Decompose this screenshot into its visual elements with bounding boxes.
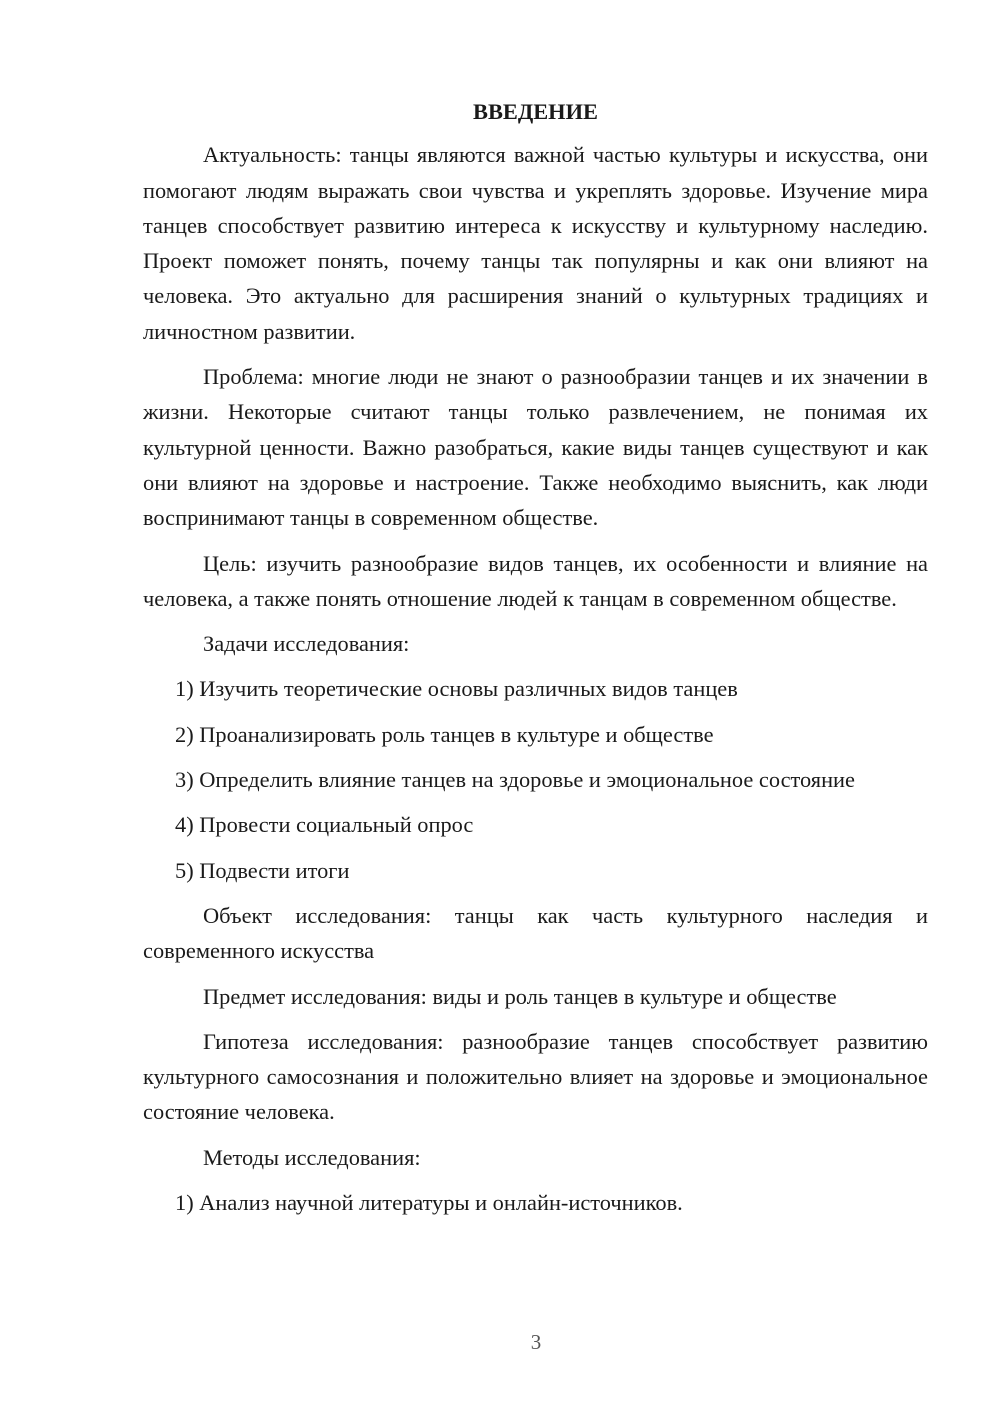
tasks-title: Задачи исследования: [203, 631, 410, 657]
problem-paragraph: Проблема: многие люди не знают о разнообразии танцев и их значении в жизни. Некоторые считают танцы только развлечением, не понимая их культурной ценности. Важно разобраться, какие виды танцев существуют и как они влияют на здоровье и настроение. Также необходимо выяснить, как люди воспринимают танцы в современном обществе. [143, 364, 928, 531]
section-heading: ВВЕДЕНИЕ [473, 99, 598, 124]
task-item: 4) Провести социальный опрос [175, 812, 474, 838]
subject-paragraph: Предмет исследования: виды и роль танцев в культуре и обществе [203, 983, 837, 1009]
task-item: 2) Проанализировать роль танцев в культуре и обществе [175, 721, 714, 747]
methods-title: Методы исследования: [203, 1144, 421, 1170]
goal-paragraph: Цель: изучить разнообразие видов танцев, их особенности и влияние на человека, а также понять отношение людей к танцам в современном обществе. [143, 550, 928, 611]
method-item: 1) Анализ научной литературы и онлайн-источников. [175, 1190, 683, 1216]
hypothesis-paragraph: Гипотеза исследования: разнообразие танцев способствует развитию культурного самосознания и положительно влияет на здоровье и эмоциональное состояние человека. [143, 1028, 928, 1125]
page-content [143, 94, 928, 1230]
task-item: 3) Определить влияние танцев на здоровье и эмоциональное состояние [175, 767, 855, 793]
relevance-paragraph: Актуальность: танцы являются важной частью культуры и искусства, они помогают людям выражать свои чувства и укреплять здоровье. Изучение мира танцев способствует развитию интереса к искусству и культурному наследию. Проект поможет понять, почему танцы так популярны и как они влияют на человека. Это актуально для расширения знаний о культурных традициях и личностном развитии. [143, 142, 928, 344]
task-item: 5) Подвести итоги [175, 857, 350, 883]
page-number: 3 [530, 1330, 542, 1354]
object-paragraph: Объект исследования: танцы как часть культурного наследия и современного искусства [143, 902, 928, 964]
task-item: 1) Изучить теоретические основы различных видов танцев [175, 676, 738, 702]
